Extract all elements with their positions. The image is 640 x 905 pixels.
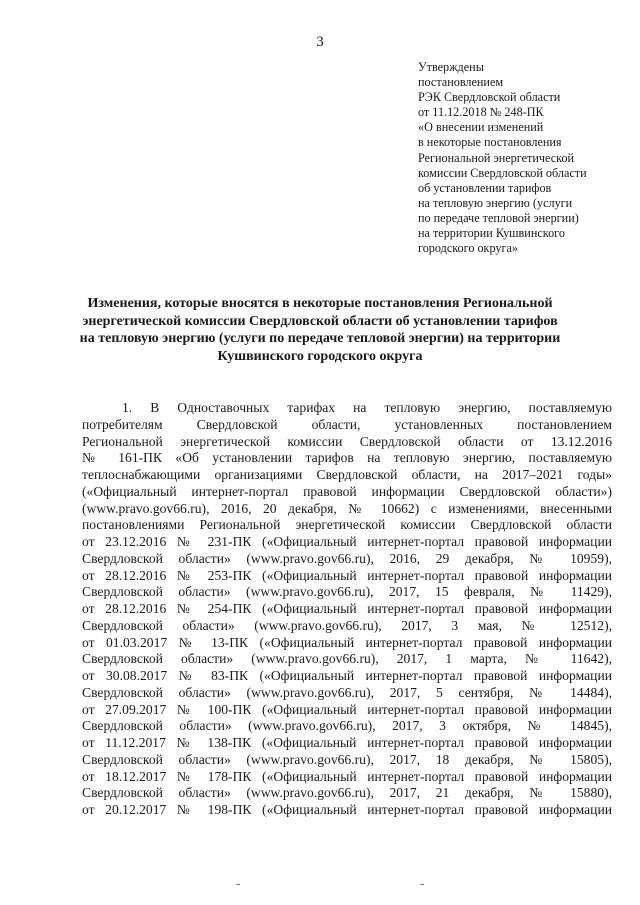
approval-line: РЭК Свердловской области bbox=[418, 90, 561, 105]
body-line: Свердловской области» (www.pravo.gov66.ru), 2017, 3 мая, № 12512), bbox=[82, 617, 612, 633]
body-line: постановлениями Региональной энергетической комиссии Свердловской области bbox=[82, 517, 612, 533]
approval-line: на территории Кушвинского bbox=[418, 226, 565, 241]
body-line: от 11.12.2017 № 138-ПК («Официальный интернет-портал правовой информации bbox=[82, 735, 612, 750]
body-line: Свердловской области» (www.pravo.gov66.ru), 2017, 3 октября, № 14845), bbox=[82, 718, 612, 734]
approval-block bbox=[418, 60, 628, 256]
body-line: Свердловской области» (www.pravo.gov66.ru), 2017, 18 декабря, № 15805), bbox=[82, 751, 612, 767]
scan-mark bbox=[420, 884, 424, 885]
body-line: потребителям Свердловской области, установленных постановлением bbox=[82, 416, 612, 432]
body-line: от 28.12.2016 № 254-ПК («Официальный интернет-портал правовой информации bbox=[82, 601, 612, 616]
body-line: Свердловской области» (www.pravo.gov66.ru), 2017, 5 сентября, № 14484), bbox=[82, 684, 612, 700]
body-line: от 28.12.2016 № 253-ПК («Официальный интернет-портал правовой информации bbox=[82, 567, 612, 583]
body-line: (www.pravo.gov66.ru), 2016, 20 декабря, № 10662) с изменениями, внесенными bbox=[82, 500, 612, 516]
document-title bbox=[60, 295, 580, 365]
body-line: от 01.03.2017 № 13-ПК («Официальный интернет-портал правовой информации bbox=[82, 634, 612, 650]
body-line: 1. В Одноставочных тарифах на тепловую энергию, поставляемую bbox=[122, 400, 612, 415]
body-line: («Официальный интернет-портал правовой информации Свердловской области») bbox=[82, 483, 612, 499]
approval-line: в некоторые постановления bbox=[418, 135, 562, 150]
title-line: Изменения, которые вносятся в некоторые постановления Региональной bbox=[87, 296, 553, 311]
approval-line: постановлением bbox=[418, 75, 504, 90]
approval-line: Утверждены bbox=[418, 60, 484, 74]
scan-mark bbox=[236, 884, 240, 885]
body-line: от 18.12.2017 № 178-ПК («Официальный интернет-портал правовой информации bbox=[82, 768, 612, 784]
approval-line: «О внесении изменений bbox=[418, 120, 544, 135]
body-line: Свердловской области» (www.pravo.gov66.ru), 2017, 15 февраля, № 11429), bbox=[82, 584, 612, 600]
body-line: от 20.12.2017 № 198-ПК («Официальный интернет-портал правовой информации bbox=[82, 802, 612, 817]
body-paragraph bbox=[82, 400, 612, 819]
body-line: от 30.08.2017 № 83-ПК («Официальный интернет-портал правовой информации bbox=[82, 668, 612, 683]
body-line: теплоснабжающими организациями Свердловской области, на 2017–2021 годы» bbox=[82, 467, 612, 482]
page-number: 3 bbox=[316, 34, 324, 50]
approval-line: Региональной энергетической bbox=[418, 150, 575, 165]
body-line: Свердловской области» (www.pravo.gov66.ru), 2016, 29 декабря, № 10959), bbox=[82, 550, 612, 566]
approval-line: по передаче тепловой энергии) bbox=[418, 210, 579, 225]
approval-line: от 11.12.2018 № 248-ПК bbox=[418, 105, 544, 120]
approval-line: на тепловую энергию (услуги bbox=[418, 195, 573, 210]
approval-line: об установлении тарифов bbox=[418, 180, 552, 195]
title-line: Кушвинского городского округа bbox=[217, 348, 423, 364]
title-line: на тепловую энергию (услуги по передаче тепловой энергии) на территории bbox=[79, 331, 561, 346]
body-line: Свердловской области» (www.pravo.gov66.ru), 2017, 21 декабря, № 15880), bbox=[82, 785, 612, 801]
title-line: энергетической комиссии Свердловской области об установлении тарифов bbox=[82, 313, 558, 329]
body-line: от 23.12.2016 № 231-ПК («Официальный интернет-портал правовой информации bbox=[82, 534, 612, 549]
approval-line: комиссии Свердловской области bbox=[418, 165, 587, 180]
approval-line: городского округа» bbox=[418, 241, 519, 256]
body-line: Свердловской области» (www.pravo.gov66.ru), 2017, 1 марта, № 11642), bbox=[82, 651, 612, 667]
body-line: от 27.09.2017 № 100-ПК («Официальный интернет-портал правовой информации bbox=[82, 701, 612, 717]
body-line: Региональной энергетической комиссии Свердловской области от 13.12.2016 bbox=[82, 433, 612, 449]
body-line: № 161-ПК «Об установлении тарифов на тепловую энергию, поставляемую bbox=[82, 450, 612, 466]
